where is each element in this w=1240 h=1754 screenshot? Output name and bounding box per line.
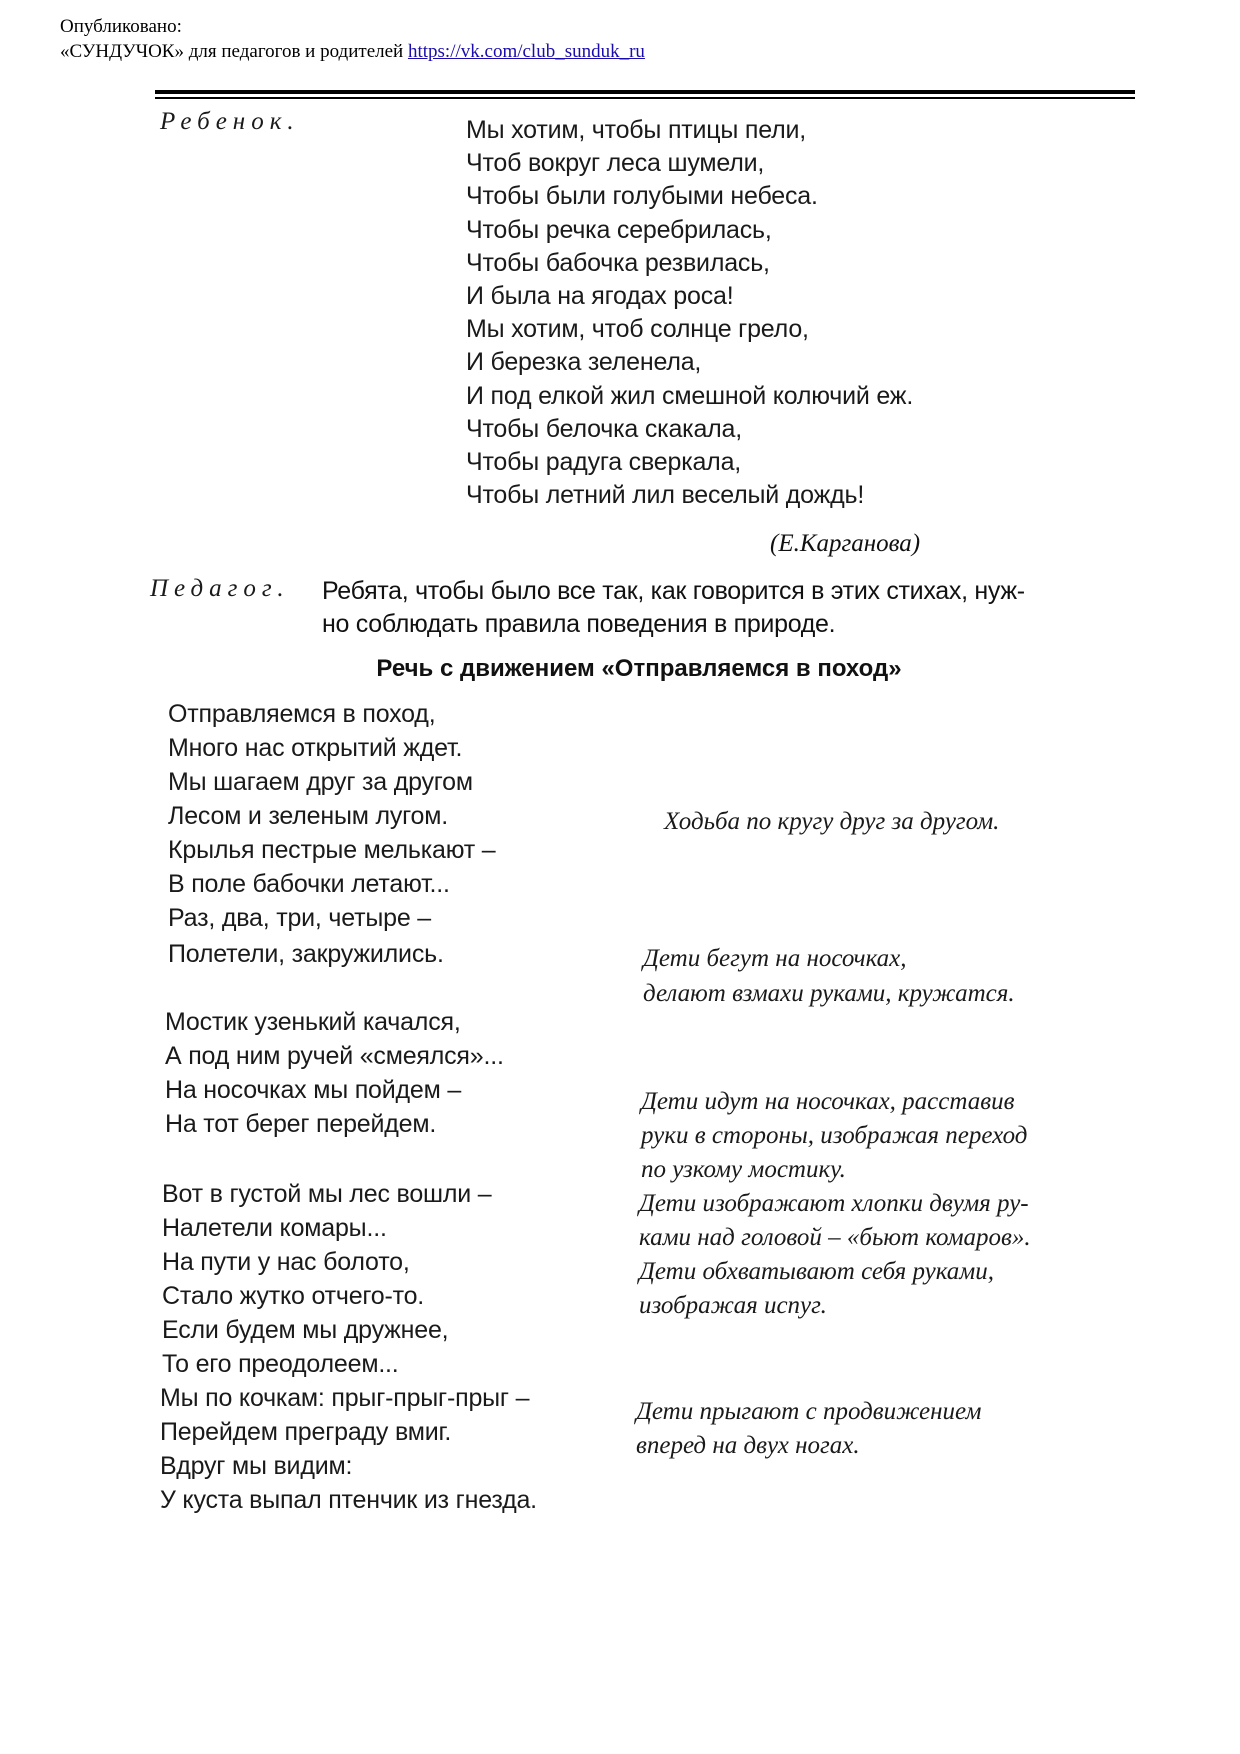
child-poem [466, 114, 913, 512]
published-label: Опубликовано: [60, 16, 182, 37]
movement-note: ками над головой – «бьют комаров». [639, 1224, 1031, 1251]
poem-line: Чтобы были голубыми небеса. [466, 182, 818, 211]
top-rule-thick [155, 90, 1135, 94]
verse-line: Мы по кочкам: прыг-прыг-прыг – [160, 1384, 530, 1412]
speaker-child: Ребенок. [160, 108, 300, 135]
poem-line: Мы хотим, чтобы птицы пели, [466, 116, 807, 144]
verse-line: Отправляемся в поход, [168, 700, 436, 728]
verse-line: Стало жутко отчего-то. [162, 1282, 425, 1310]
verse-line: В поле бабочки летают... [168, 870, 450, 898]
movement-note: Ходьба по кругу друг за другом. [664, 808, 1000, 835]
verse-line: Полетели, закружились. [168, 940, 444, 968]
verse-line: Вдруг мы видим: [160, 1452, 353, 1480]
movement-note: изображая испуг. [639, 1292, 827, 1319]
teacher-line: но соблюдать правила поведения в природе. [322, 610, 836, 638]
top-rule-thin [155, 97, 1135, 99]
section-heading: Речь с движением «Отправляемся в поход» [376, 655, 902, 682]
verse-line: Лесом и зеленым лугом. [168, 802, 448, 830]
verse-line: Вот в густой мы лес вошли – [162, 1180, 492, 1208]
movement-note: Дети бегут на носочках, [643, 945, 907, 972]
verse-line: Много нас открытий ждет. [168, 734, 463, 762]
verse-line: Мостик узенький качался, [165, 1008, 461, 1036]
publication-header [60, 14, 645, 64]
movement-note: вперед на двух ногах. [636, 1432, 860, 1459]
movement-note: по узкому мостику. [641, 1156, 846, 1183]
verse-line: Крылья пестрые мелькают – [168, 836, 496, 864]
poem-line: Мы хотим, чтоб солнце грело, [466, 315, 809, 344]
movement-note: Дети идут на носочках, расставив [641, 1088, 1015, 1115]
verse-line: Перейдем преграду вмиг. [160, 1418, 452, 1446]
poem-line: Чтоб вокруг леса шумели, [466, 149, 765, 178]
movement-note: Дети обхватывают себя руками, [639, 1258, 994, 1285]
verse-line: На пути у нас болото, [162, 1248, 410, 1276]
publication-source-line [60, 39, 645, 64]
poem-line: Чтобы речка серебрилась, [466, 215, 772, 244]
movement-note: делают взмахи руками, кружатся. [643, 980, 1015, 1007]
verse-line: То его преодолеем... [162, 1350, 399, 1378]
teacher-remark [322, 575, 1142, 641]
source-link[interactable]: https://vk.com/club_sunduk_ru [407, 41, 645, 62]
poem-line: Чтобы бабочка резвилась, [466, 248, 770, 277]
movement-note: Дети изображают хлопки двумя ру- [639, 1190, 1029, 1217]
verse-line: Если будем мы дружнее, [162, 1316, 449, 1344]
poem-author: (Е.Карганова) [770, 530, 921, 557]
movement-note: Дети прыгают с продвижением [636, 1398, 982, 1425]
poem-line: И березка зеленела, [466, 348, 702, 377]
poem-line: Чтобы радуга сверкала, [466, 448, 742, 477]
verse-line: На носочках мы пойдем – [165, 1076, 462, 1104]
poem-line: И была на ягодах роса! [466, 282, 734, 311]
verse-line: Раз, два, три, четыре – [168, 904, 431, 932]
poem-line: Чтобы белочка скакала, [466, 414, 742, 443]
verse-line: На тот берег перейдем. [165, 1110, 437, 1138]
teacher-line: Ребята, чтобы было все так, как говорится в этих стихах, нуж- [322, 577, 1025, 605]
verse-line: Налетели комары... [162, 1214, 387, 1242]
verse-line: А под ним ручей «смеялся»... [165, 1042, 504, 1070]
verse-line: У куста выпал птенчик из гнезда. [160, 1486, 537, 1514]
verse-line: Мы шагаем друг за другом [168, 768, 473, 796]
movement-note: руки в стороны, изображая переход [641, 1122, 1028, 1149]
poem-line: И под елкой жил смешной колючий еж. [466, 381, 914, 410]
publication-source: «СУНДУЧОК» для педагогов и родителей [60, 41, 404, 62]
speaker-teacher: Педагог. [150, 575, 290, 602]
poem-line: Чтобы летний лил веселый дождь! [466, 481, 865, 510]
